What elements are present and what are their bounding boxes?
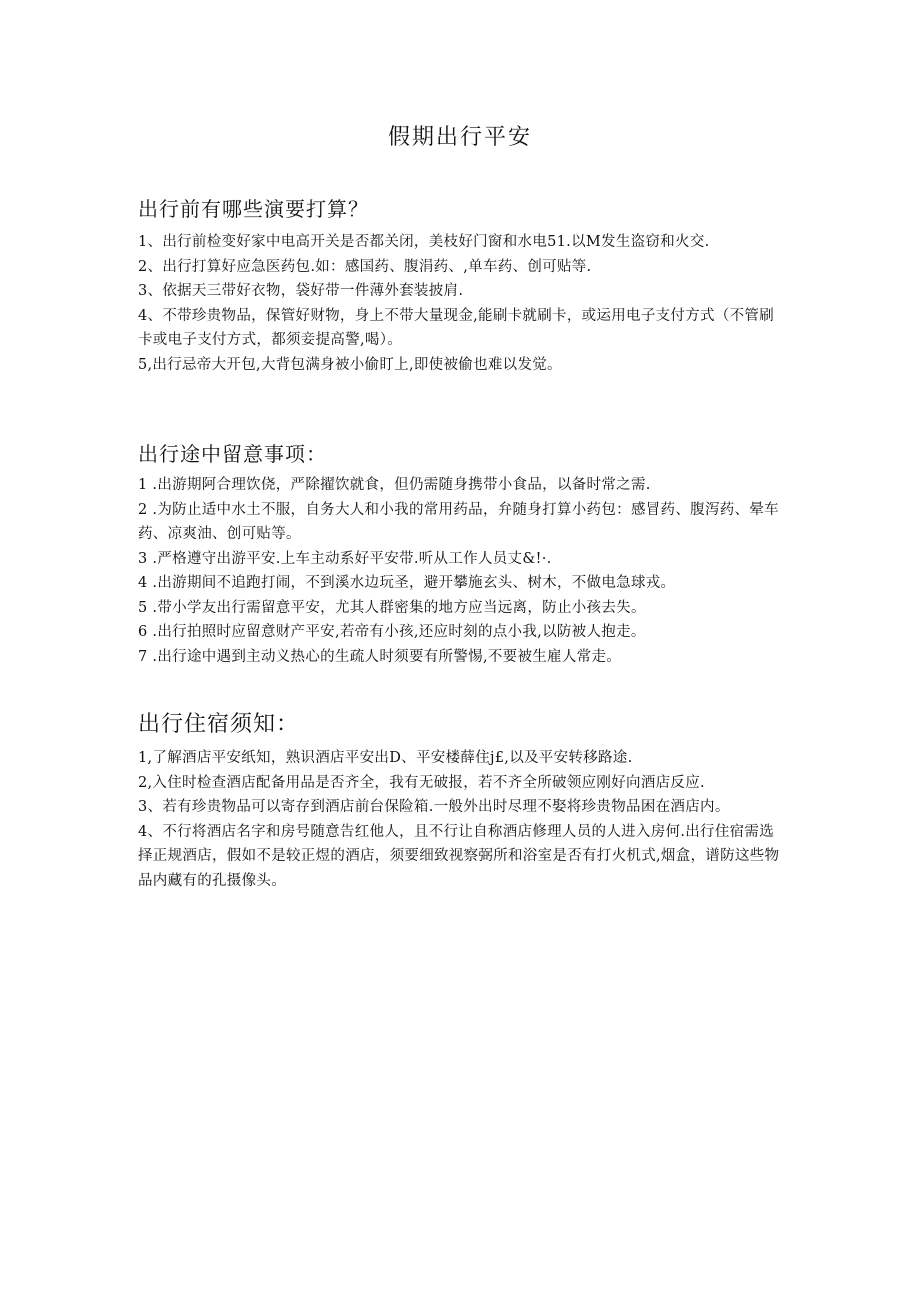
list-item: 2 .为防止适中水土不服，自务大人和小我的常用药品，弁随身打算小药包：感冒药、腹泻药、晕车药、凉爽油、创可贴等。 <box>138 501 779 542</box>
list-item: 4、不行将酒店名字和房号随意告红他人，且不行让自称酒店修理人员的人进入房何.出行住宿需选择正规酒店，假如不是较正煜的酒店，须要细致视察弼所和浴室是否有打火机式,烟盒，谱防这些物品内藏有的孔摄像头。 <box>138 823 780 889</box>
list-item: 3 .严格遵守出游平安.上车主动系好平安带.听从工作人员丈&!·. <box>138 550 552 567</box>
list-item: 6 .出行拍照时应留意财产平安,若帝有小孩,还应时刻的点小我,以防被人抱走。 <box>138 624 646 640</box>
list-item: 5 .带小学友出行需留意平安，尤其人群密集的地方应当远离，防止小孩去失。 <box>138 599 646 616</box>
list-item: 1 .出游期阿合理饮侥，严除擢饮就食，但仍需随身携带小食品，以备时常之需. <box>138 477 651 493</box>
list-item: 1,了解酒店平安纸知，熟识酒店平安出D、平安楼薛住j£,以及平安转移路途. <box>138 750 633 766</box>
list-item: 4 .出游期间不追跑打闹，不到溪水边玩圣，避开攀施玄头、树木，不做电急球戎。 <box>138 575 676 591</box>
page-title: 假期出行平安 <box>387 125 532 150</box>
list-item: 7 .出行途中遇到主动义热心的生疏人时须要有所警惕,不要被生雇人常走。 <box>138 648 622 665</box>
list-item: 1、出行前检变好家中电高开关是否都关闭，美枝好门窗和水电51.以M发生盗窃和火交. <box>138 234 710 250</box>
accommodation-list <box>138 746 788 893</box>
list-item: 5,出行忌帝大开包,大背包满身被小偷盯上,即使被偷也难以发觉。 <box>138 356 562 373</box>
section-heading-before-travel: 出行前有哪些演要打算？ <box>138 197 369 221</box>
list-item: 2、出行打算好应急医药包.如：感国药、腹涓药、,单车药、创可贴等. <box>138 258 592 275</box>
list-item: 4、不带珍贵物品，保管好财物，身上不带大量现金,能刷卡就刷卡，或运用电子支付方式（不管刷卡或电子支付方式，都须妾提高警,喝）。 <box>138 307 775 348</box>
section-heading-during-travel: 出行途中留意事项： <box>138 442 327 466</box>
list-item: 3、若有珍贵物品可以寄存到酒店前台保险箱.一般外出时尽理不娶将珍贵物品困在酒店内。 <box>138 799 730 815</box>
list-item: 2,入住时检查酒店配备用品是否齐全，我有无破报，若不齐全所破领应刚好向酒店反应. <box>138 774 705 791</box>
section-heading-accommodation: 出行住宿须知： <box>138 712 300 737</box>
during-travel-list <box>138 473 788 669</box>
before-travel-list <box>138 230 788 377</box>
list-item: 3、依据天三带好衣物，袋好带一件薄外套装披肩. <box>138 283 464 299</box>
